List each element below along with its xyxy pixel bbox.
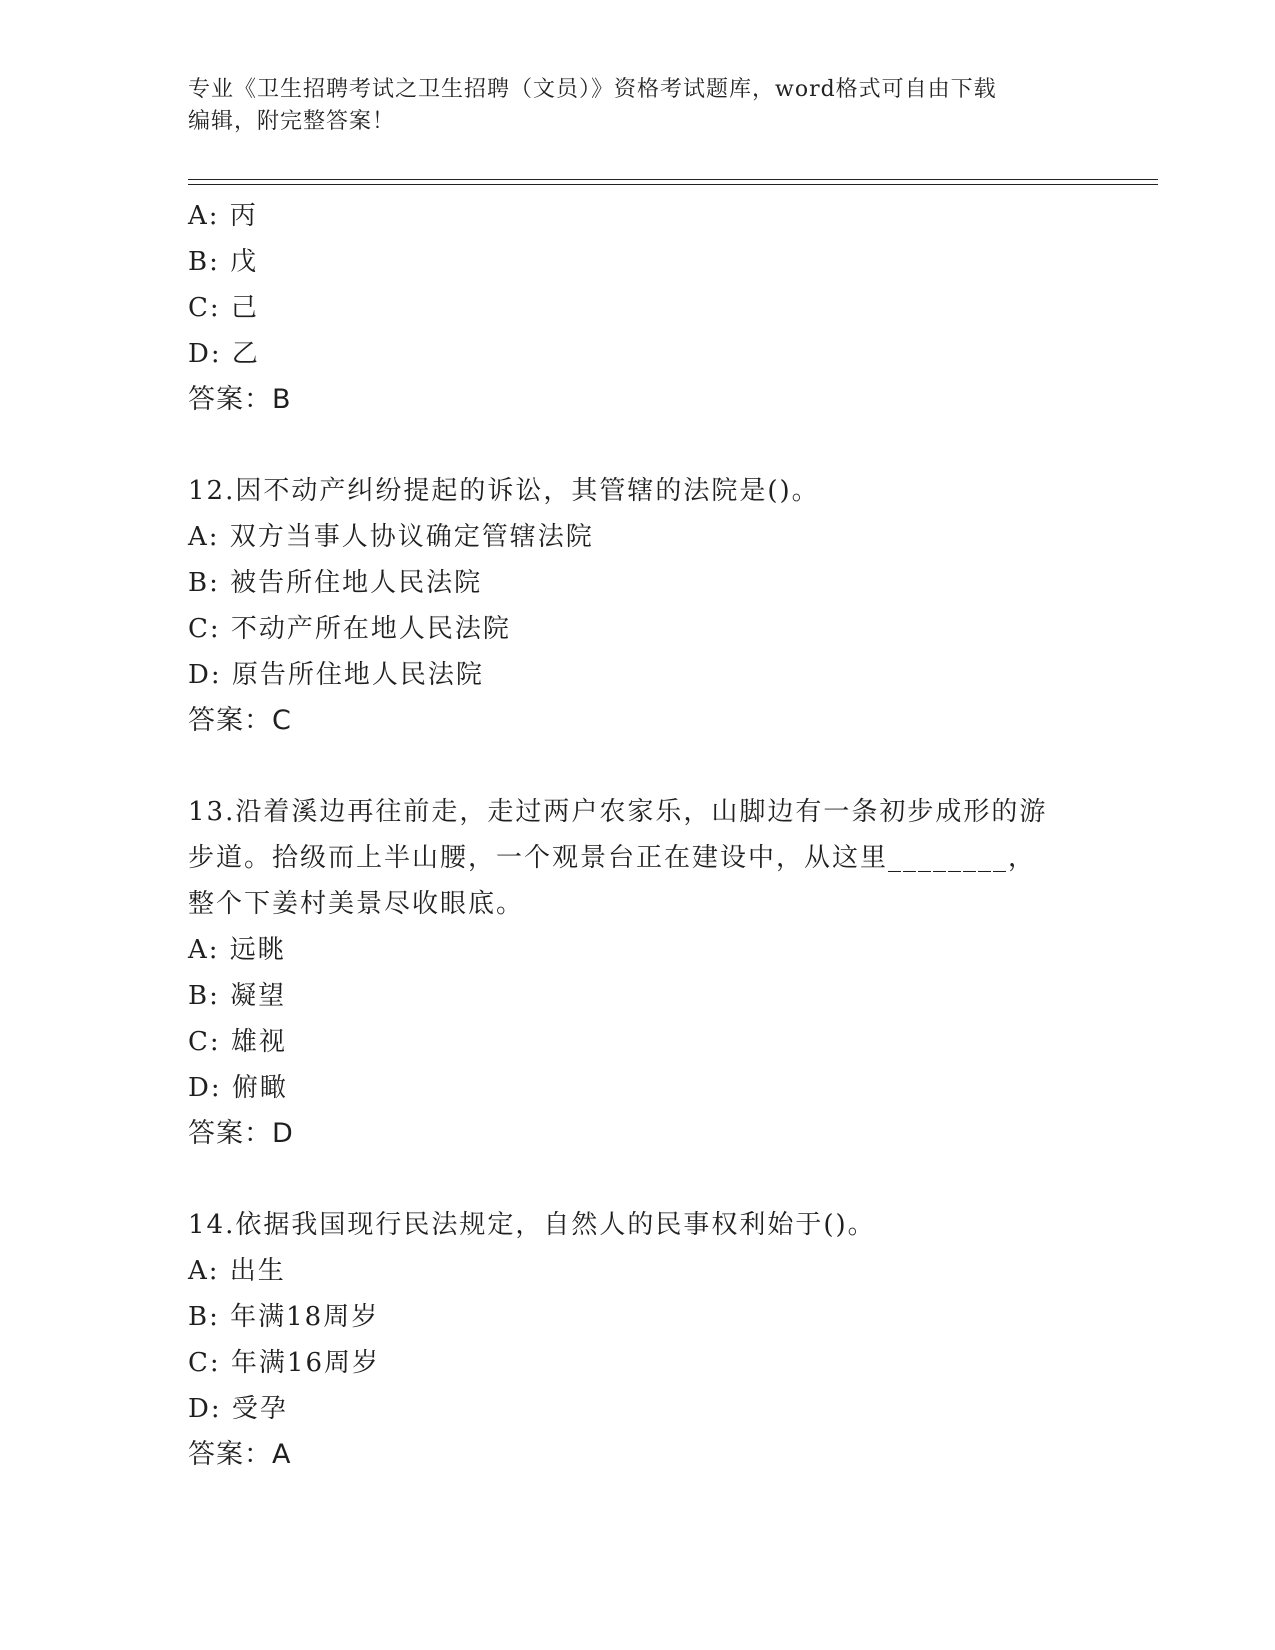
question-text-line-2: 步道。拾级而上半山腰，一个观景台正在建设中，从这里________，	[188, 843, 1037, 873]
option-d: D: 乙	[188, 339, 260, 369]
question-text: 14.依据我国现行民法规定，自然人的民事权利始于()。	[188, 1210, 876, 1240]
option-c: C: 年满16周岁	[188, 1348, 381, 1378]
document-header	[188, 74, 1088, 138]
header-divider-bottom	[188, 184, 1158, 185]
question-block-11	[188, 193, 1088, 423]
option-c: C: 不动产所在地人民法院	[188, 614, 511, 644]
option-d: D: 原告所住地人民法院	[188, 660, 484, 690]
option-b: B: 戊	[188, 247, 259, 277]
option-d: D: 俯瞰	[188, 1073, 288, 1103]
header-line-1: 专业《卫生招聘考试之卫生招聘（文员）》资格考试题库，word格式可自由下载	[188, 77, 997, 102]
question-spacer	[188, 1157, 1088, 1202]
option-a: A: 丙	[188, 201, 258, 231]
option-a: A: 出生	[188, 1256, 286, 1286]
question-spacer	[188, 423, 1088, 468]
answer-label: 答案：D	[188, 1118, 294, 1149]
header-divider-top	[188, 179, 1158, 180]
question-text-line-1: 13.沿着溪边再往前走，走过两户农家乐，山脚边有一条初步成形的游	[188, 797, 1048, 827]
question-block-13	[188, 789, 1088, 1157]
answer-label: 答案：C	[188, 705, 292, 736]
question-text: 12.因不动产纠纷提起的诉讼，其管辖的法院是()。	[188, 476, 820, 506]
option-d: D: 受孕	[188, 1394, 288, 1424]
option-a: A: 双方当事人协议确定管辖法院	[188, 522, 594, 552]
option-b: B: 凝望	[188, 981, 287, 1011]
question-block-12	[188, 468, 1088, 744]
question-block-14	[188, 1202, 1088, 1478]
question-spacer	[188, 744, 1088, 789]
option-b: B: 年满18周岁	[188, 1302, 380, 1332]
question-text-line-3: 整个下姜村美景尽收眼底。	[188, 889, 525, 919]
option-c: C: 己	[188, 293, 259, 323]
answer-label: 答案：B	[188, 384, 292, 415]
option-a: A: 远眺	[188, 935, 286, 965]
question-list	[188, 193, 1088, 1478]
header-line-2: 编辑，附完整答案！	[188, 109, 396, 134]
answer-label: 答案：A	[188, 1439, 292, 1470]
option-c: C: 雄视	[188, 1027, 287, 1057]
option-b: B: 被告所住地人民法院	[188, 568, 483, 598]
